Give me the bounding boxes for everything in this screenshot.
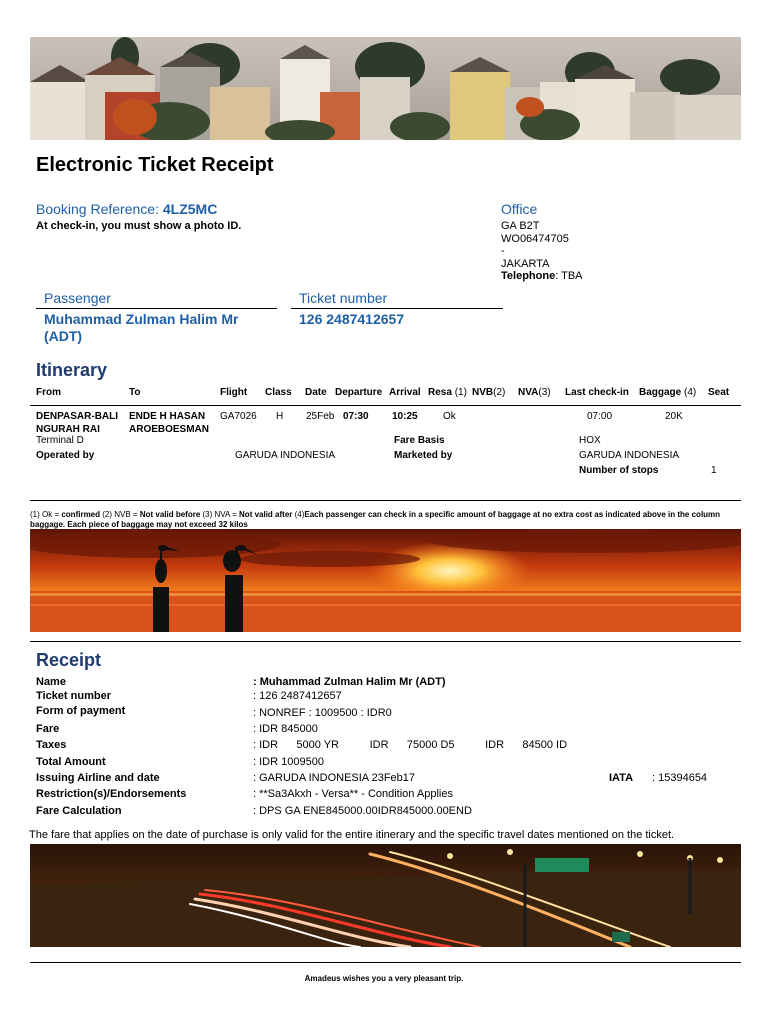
receipt-value: : Muhammad Zulman Halim Mr (ADT) bbox=[253, 676, 446, 688]
photo-id-note: At check-in, you must show a photo ID. bbox=[36, 220, 242, 232]
town-banner-image bbox=[30, 37, 741, 140]
page-title: Electronic Ticket Receipt bbox=[36, 154, 274, 176]
highway-banner-image bbox=[30, 844, 741, 947]
receipt-row bbox=[0, 756, 768, 772]
col-resa-ref: (1) bbox=[454, 387, 467, 398]
footnote-bold: Not valid before bbox=[139, 510, 201, 519]
col-nva bbox=[518, 387, 551, 398]
col-flight: Flight bbox=[220, 387, 248, 398]
segment-from-airport: NGURAH RAI bbox=[36, 423, 100, 435]
col-class: Class bbox=[265, 387, 292, 398]
marketed-by-label: Marketed by bbox=[394, 450, 453, 461]
segment-resa: Ok bbox=[443, 411, 456, 422]
footnote-bold: Not valid after bbox=[239, 510, 293, 519]
receipt-row bbox=[0, 788, 768, 804]
footnote-text: (2) NVB = bbox=[100, 510, 140, 519]
receipt-label: Restriction(s)/Endorsements bbox=[36, 788, 187, 800]
receipt-row bbox=[0, 690, 768, 706]
receipt-label: Total Amount bbox=[36, 756, 106, 768]
receipt-row bbox=[0, 723, 768, 739]
segment-flight: GA7026 bbox=[220, 411, 257, 422]
passenger-heading: Passenger bbox=[44, 290, 111, 306]
footnote-bold: Each passenger can check in a specific amount of baggage at no extra cost as indicated above in the column baggage. Each piece of baggage may not exceed 32 kilos bbox=[30, 510, 721, 529]
col-nva-ref: (3) bbox=[538, 387, 551, 398]
col-departure: Departure bbox=[335, 387, 383, 398]
booking-reference-value: 4LZ5MC bbox=[162, 201, 218, 217]
receipt-value: : DPS GA ENE845000.00IDR845000.00END bbox=[253, 805, 472, 817]
itinerary-heading: Itinerary bbox=[36, 360, 108, 380]
passenger-divider bbox=[36, 308, 277, 309]
ticket-number-heading: Ticket number bbox=[299, 290, 388, 306]
segment-class: H bbox=[276, 411, 284, 422]
iata-value: : 15394654 bbox=[652, 772, 708, 784]
receipt-value: : GARUDA INDONESIA 23Feb17 bbox=[253, 772, 416, 784]
operated-by-value: GARUDA INDONESIA bbox=[235, 450, 336, 461]
office-line: WO06474705 bbox=[501, 232, 569, 245]
office-line: GA B2T bbox=[501, 220, 540, 232]
marketed-by-value: GARUDA INDONESIA bbox=[579, 450, 680, 461]
office-telephone bbox=[501, 270, 583, 283]
receipt-top-divider bbox=[30, 641, 741, 642]
receipt-value: : **Sa3Akxh - Versa** - Condition Applies bbox=[253, 788, 453, 800]
footer-divider bbox=[30, 962, 741, 963]
receipt-value: : NONREF : 1009500 : IDR0 bbox=[253, 707, 392, 719]
segment-terminal: Terminal D bbox=[36, 435, 84, 446]
col-resa bbox=[428, 387, 467, 398]
receipt-label: Issuing Airline and date bbox=[36, 772, 160, 784]
col-to: To bbox=[129, 387, 141, 398]
receipt-heading: Receipt bbox=[36, 650, 102, 670]
itinerary-header-row bbox=[0, 387, 768, 401]
operated-by-label: Operated by bbox=[36, 450, 95, 461]
col-date: Date bbox=[305, 387, 327, 398]
passenger-name bbox=[44, 311, 238, 345]
receipt-value: : IDR 845000 bbox=[253, 723, 318, 735]
segment-date: 25Feb bbox=[306, 411, 335, 422]
col-seat: Seat bbox=[708, 387, 730, 398]
fare-validity-note: The fare that applies on the date of purchase is only valid for the entire itinerary and the specific travel dates mentioned on the ticket. bbox=[29, 829, 675, 841]
receipt-row bbox=[0, 705, 768, 721]
col-baggage bbox=[639, 387, 696, 398]
segment-arrival: 10:25 bbox=[392, 411, 418, 422]
segment-departure: 07:30 bbox=[343, 411, 369, 422]
segment-from-city: DENPASAR-BALI bbox=[36, 411, 119, 422]
itinerary-footnote bbox=[30, 510, 741, 529]
ticket-divider bbox=[291, 308, 503, 309]
col-from: From bbox=[36, 387, 61, 398]
receipt-label: Taxes bbox=[36, 739, 67, 751]
footer-message: Amadeus wishes you a very pleasant trip. bbox=[304, 974, 464, 983]
receipt-label: Fare bbox=[36, 723, 60, 735]
segment-to-city: ENDE H HASAN bbox=[129, 411, 206, 422]
itinerary-bottom-divider bbox=[30, 500, 741, 501]
segment-to-airport: AROEBOESMAN bbox=[129, 423, 210, 435]
col-last-checkin: Last check-in bbox=[565, 387, 629, 398]
office-heading: Office bbox=[501, 201, 538, 217]
receipt-label: Ticket number bbox=[36, 690, 111, 702]
receipt-label: Fare Calculation bbox=[36, 805, 122, 817]
segment-baggage: 20K bbox=[665, 411, 683, 422]
col-nvb-ref: (2) bbox=[493, 387, 506, 398]
office-line: - bbox=[501, 245, 505, 258]
fare-basis-label: Fare Basis bbox=[394, 435, 445, 446]
segment-last-checkin: 07:00 bbox=[587, 411, 613, 422]
booking-reference bbox=[36, 201, 217, 217]
receipt-row bbox=[0, 772, 768, 788]
sunset-banner-image bbox=[30, 529, 741, 632]
receipt-row bbox=[0, 739, 768, 755]
receipt-table bbox=[0, 676, 768, 826]
footnote-text: (3) NVA = bbox=[200, 510, 240, 519]
office-details bbox=[501, 220, 583, 283]
itinerary-header-divider bbox=[30, 405, 741, 406]
receipt-value: : IDR 5000 YR IDR 75000 D5 IDR 84500 ID bbox=[253, 739, 568, 751]
receipt-value: : 126 2487412657 bbox=[253, 690, 342, 702]
iata-label: IATA bbox=[609, 772, 634, 784]
receipt-label: Name bbox=[36, 676, 66, 688]
stops-value: 1 bbox=[711, 465, 717, 476]
fare-basis-value: HOX bbox=[579, 435, 601, 446]
footnote-text: (1) Ok = bbox=[30, 510, 62, 519]
col-nvb-label: NVB bbox=[472, 387, 494, 398]
segment-from bbox=[36, 411, 118, 436]
office-line: JAKARTA bbox=[501, 257, 550, 270]
col-nva-label: NVA bbox=[518, 387, 539, 398]
itinerary-segment-row bbox=[0, 411, 768, 481]
segment-to bbox=[129, 411, 209, 436]
footnote-bold: confirmed bbox=[61, 510, 101, 519]
ticket-number-value: 126 2487412657 bbox=[299, 311, 405, 327]
passenger-name-line: Muhammad Zulman Halim Mr bbox=[44, 311, 239, 327]
stops-label: Number of stops bbox=[579, 465, 659, 476]
booking-reference-label: Booking Reference: bbox=[36, 201, 159, 217]
col-baggage-label: Baggage bbox=[639, 387, 682, 398]
telephone-label: Telephone bbox=[501, 270, 556, 283]
col-resa-label: Resa bbox=[428, 387, 452, 398]
col-nvb bbox=[472, 387, 505, 398]
col-baggage-ref: (4) bbox=[684, 387, 697, 398]
col-arrival: Arrival bbox=[389, 387, 421, 398]
receipt-row bbox=[0, 805, 768, 821]
receipt-value: : IDR 1009500 bbox=[253, 756, 324, 768]
receipt-label: Form of payment bbox=[36, 705, 126, 717]
passenger-type: (ADT) bbox=[44, 328, 83, 344]
footnote-text: (4) bbox=[292, 510, 305, 519]
telephone-value: : TBA bbox=[555, 270, 583, 283]
